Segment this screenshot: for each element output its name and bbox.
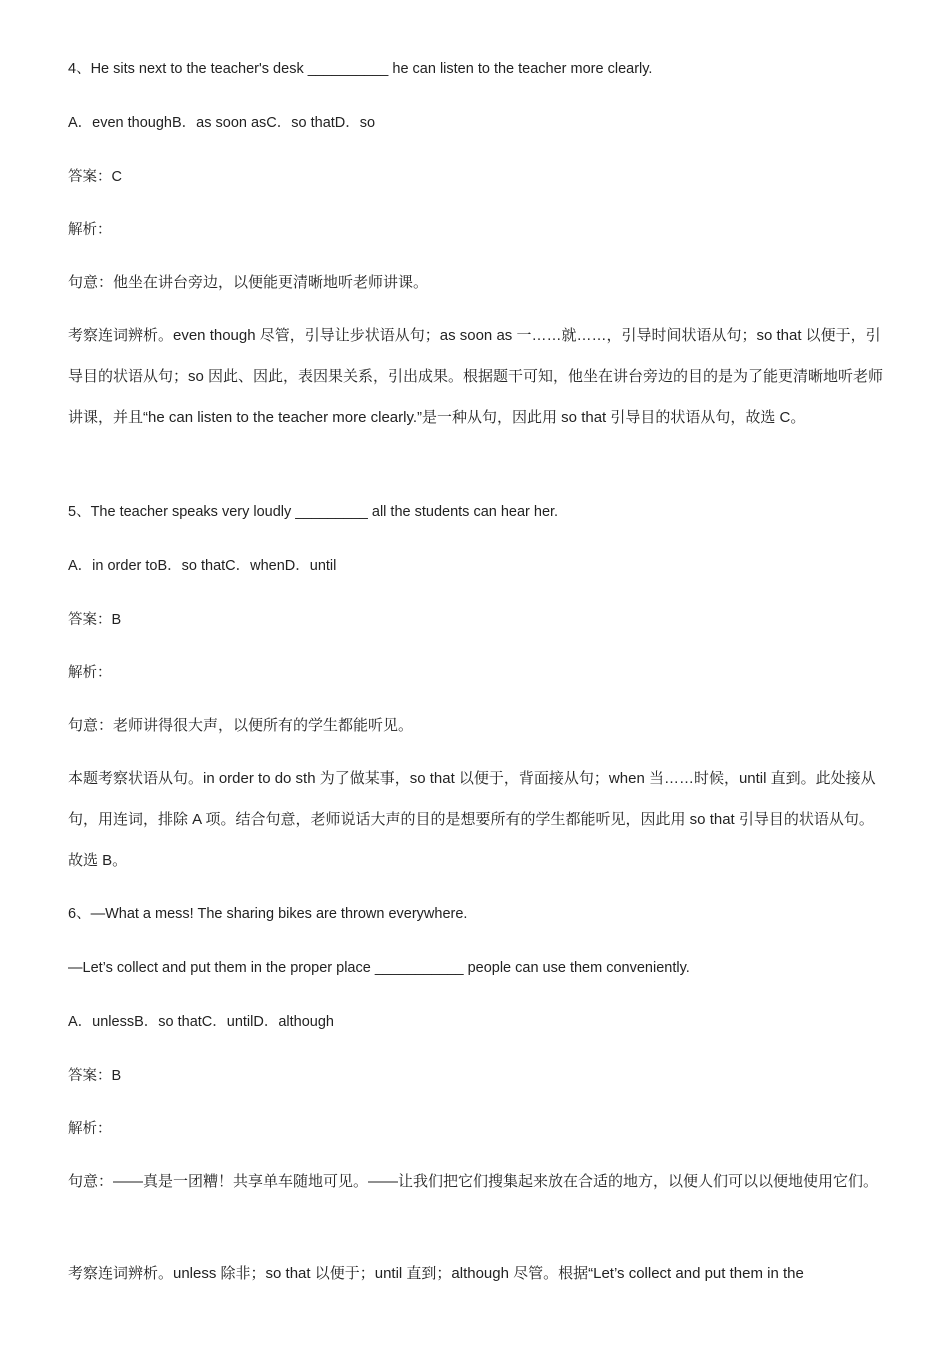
q6-analysis-label: 解析： (68, 1121, 112, 1137)
q5-explanation: 本题考察状语从句。in order to do sth 为了做某事，so that 以便于，背面接从句；when 当……时候，until 直到。此处接从句，用连词，排除 A 项。结合句意，老师说话大声的目的是想要所有的学生都能听见，因此用 so that 引导目的状语从句。故选 B。 (68, 770, 876, 869)
q5-analysis-label: 解析： (68, 665, 112, 681)
q6-explanation: 考察连词辨析。unless 除非；so that 以便于；until 直到；although 尽管。根据“Let’s collect and put them in the (68, 1265, 804, 1282)
q6-reply: —Let’s collect and put them in the proper place ___________ people can use them conveniently. (68, 960, 690, 976)
q6-options: A．unlessB．so thatC．untilD．although (68, 1014, 334, 1030)
q4-answer: 答案：C (68, 169, 122, 185)
q4-analysis-label: 解析： (68, 222, 112, 238)
q5-options: A．in order toB．so thatC．whenD．until (68, 558, 337, 574)
q4-meaning: 句意：他坐在讲台旁边，以便能更清晰地听老师讲课。 (68, 274, 429, 291)
q6-answer: 答案：B (68, 1068, 122, 1084)
q4-question: 4、He sits next to the teacher's desk __________ he can listen to the teacher more clearly. (68, 61, 653, 77)
q4-explanation: 考察连词辨析。even though 尽管，引导让步状语从句；as soon as 一……就……，引导时间状语从句；so that 以便于，引导目的状语从句；so 因此、因此，表因果关系，引出成果。根据题干可知，他坐在讲台旁边的目的是为了能更清晰地听老师讲课，并且“he can listen to the teacher more clearly.”是一种从句，因此用 so that 引导目的状语从句，故选 C。 (68, 327, 884, 426)
q5-answer: 答案：B (68, 612, 122, 628)
q6-question: 6、—What a mess! The sharing bikes are thrown everywhere. (68, 906, 468, 922)
q6-meaning: 句意：——真是一团糟！共享单车随地可见。——让我们把它们搜集起来放在合适的地方，以便人们可以以便地使用它们。 (68, 1173, 879, 1190)
q5-question: 5、The teacher speaks very loudly _________ all the students can hear her. (68, 504, 559, 520)
q4-options: A．even thoughB．as soon asC．so thatD．so (68, 115, 376, 131)
q5-meaning: 句意：老师讲得很大声，以便所有的学生都能听见。 (68, 717, 414, 734)
